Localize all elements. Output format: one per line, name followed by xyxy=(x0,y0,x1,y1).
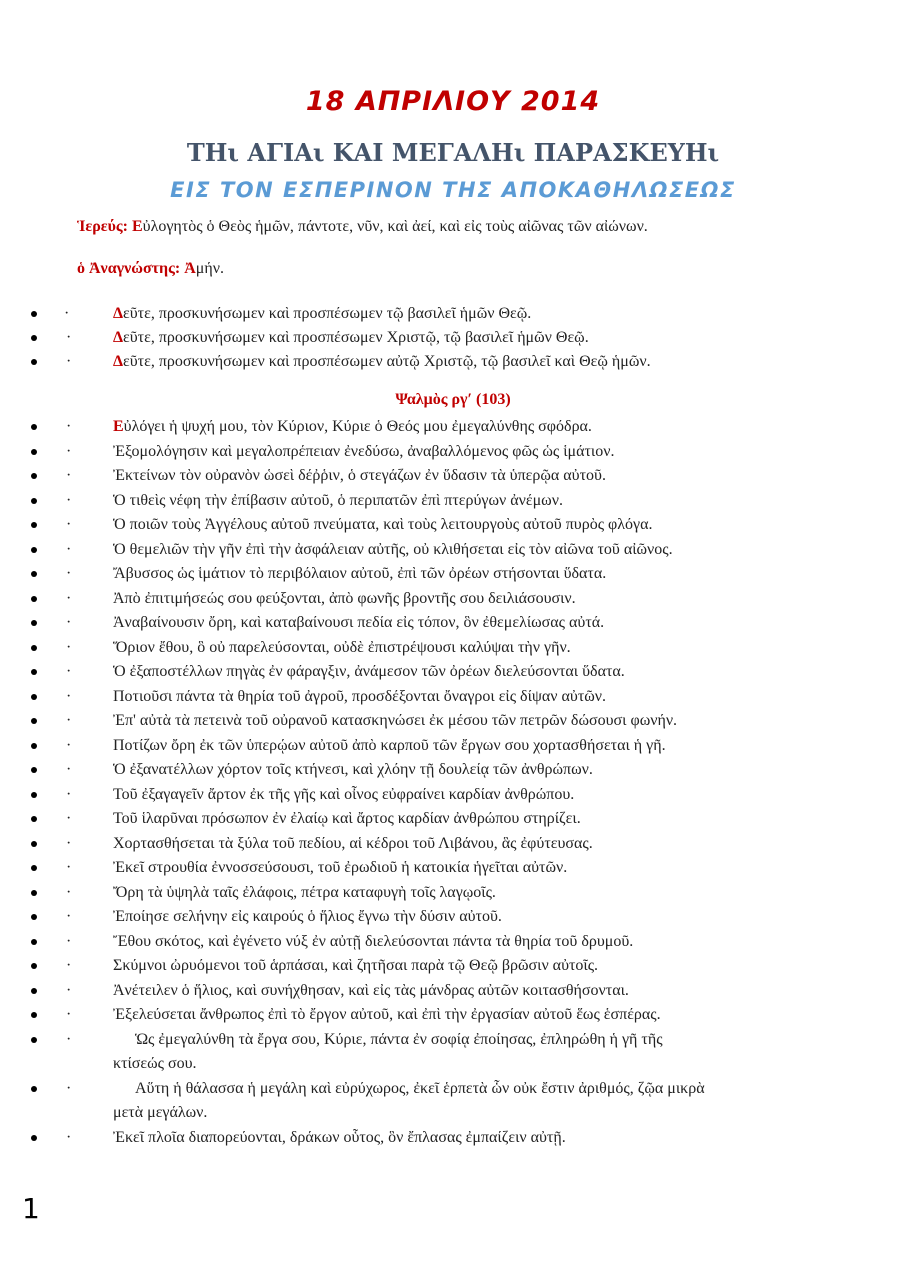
verse-text: Ὁ ἐξανατέλλων χόρτον τοῖς κτήνεσι, καὶ χλόην τῇ δουλείᾳ τῶν ἀνθρώπων. xyxy=(113,761,593,778)
list-marker: · xyxy=(66,1006,72,1023)
bullet-icon xyxy=(31,1135,37,1141)
list-marker: · xyxy=(66,614,72,631)
bullet-icon xyxy=(31,718,37,724)
priest-label: Ἱερεύς: xyxy=(77,218,128,235)
list-marker: · xyxy=(66,1128,72,1146)
bullet-icon xyxy=(31,620,37,626)
bullet-icon xyxy=(31,1086,37,1092)
bullet-icon xyxy=(31,522,37,528)
bullet-icon xyxy=(31,1012,37,1018)
verse-initial: Ε xyxy=(113,418,124,435)
priest-line xyxy=(77,218,648,236)
bullet-icon xyxy=(31,914,37,920)
list-marker: · xyxy=(66,785,72,803)
service-title: ΕΙΣ ΤΟΝ ΕΣΠΕΡΙΝΟΝ ΤΗΣ ΑΠΟΚΑΘΗΛΩΣΕΩΣ xyxy=(170,178,736,202)
verse-text: Σκύμνοι ὠρυόμενοι τοῦ ἁρπάσαι, καὶ ζητῆσαι παρὰ τῷ Θεῷ βρῶσιν αὐτοῖς. xyxy=(113,957,599,974)
list-marker: · xyxy=(66,467,72,484)
list-marker: · xyxy=(66,687,72,705)
verse-text: Ἐξελεύσεται ἄνθρωπος ἐπὶ τὸ ἔργον αὐτοῦ, καὶ ἐπὶ τὴν ἐργασίαν αὐτοῦ ἕως ἑσπέρας. xyxy=(113,1006,661,1023)
verse-text: εῦτε, προσκυνήσωμεν καὶ προσπέσωμεν Χριστῷ, τῷ βασιλεῖ ἡμῶν Θεῷ. xyxy=(123,329,589,346)
list-marker: · xyxy=(66,418,72,435)
reader-text: μήν. xyxy=(195,260,224,277)
bullet-icon xyxy=(31,939,37,945)
bullet-icon xyxy=(31,890,37,896)
verse-initial: Δ xyxy=(113,353,124,370)
list-marker: · xyxy=(66,638,72,656)
verse-text: Ὅριον ἔθου, ὃ οὐ παρελεύσονται, οὐδὲ ἐπιστρέψουσι καλύψαι τὴν γῆν. xyxy=(113,638,571,656)
bullet-icon xyxy=(31,335,37,341)
list-marker: · xyxy=(66,834,72,852)
list-marker: · xyxy=(66,663,72,680)
verse-text: Ἐπ' αὐτὰ τὰ πετεινὰ τοῦ οὐρανοῦ κατασκηνώσει ἐκ μέσου τῶν πετρῶν δώσουσι φωνήν. xyxy=(113,712,678,729)
bullet-icon xyxy=(31,311,37,317)
verse-initial: Δ xyxy=(113,305,124,322)
verse-text: εῦτε, προσκυνήσωμεν καὶ προσπέσωμεν τῷ βασιλεῖ ἡμῶν Θεῷ. xyxy=(123,305,532,322)
priest-initial: Ε xyxy=(132,218,143,235)
bullet-icon xyxy=(31,841,37,847)
list-marker: · xyxy=(66,736,72,754)
reader-line xyxy=(77,260,224,278)
bullet-icon xyxy=(31,571,37,577)
list-marker: · xyxy=(66,442,72,460)
verse-text: Ποτιοῦσι πάντα τὰ θηρία τοῦ ἀγροῦ, προσδέξονται ὄναγροι εἰς δίψαν αὐτῶν. xyxy=(113,687,607,705)
list-marker: · xyxy=(66,540,72,558)
verse-text: Τοῦ ἐξαγαγεῖν ἄρτον ἐκ τῆς γῆς καὶ οἶνος εὐφραίνει καρδίαν ἀνθρώπου. xyxy=(113,785,575,803)
verse-text: Ἐκεῖ στρουθία ἐννοσσεύσουσι, τοῦ ἐρωδιοῦ ἡ κατοικία ἡγεῖται αὐτῶν. xyxy=(113,859,568,876)
list-marker: · xyxy=(66,589,72,607)
verse-text: Ὁ θεμελιῶν τὴν γῆν ἐπὶ τὴν ἀσφάλειαν αὐτῆς, οὐ κλιθήσεται εἰς τὸν αἰῶνα τοῦ αἰῶνος. xyxy=(113,540,673,558)
verse-text: Ἄβυσσος ὡς ἱμάτιον τὸ περιβόλαιον αὐτοῦ, ἐπὶ τῶν ὀρέων στήσονται ὕδατα. xyxy=(113,565,607,582)
document-title: ΤΗι ΑΓΙΑι ΚΑΙ ΜΕΓΑΛΗι ΠΑΡΑΣΚΕΥΗι xyxy=(186,138,720,167)
list-marker: · xyxy=(66,353,72,370)
bullet-icon xyxy=(31,865,37,871)
list-marker: · xyxy=(66,859,72,876)
verse-text: Ἀνέτειλεν ὁ ἥλιος, καὶ συνήχθησαν, καὶ εἰς τὰς μάνδρας αὐτῶν κοιτασθήσονται. xyxy=(113,981,629,999)
bullet-icon xyxy=(31,669,37,675)
reader-initial: Ἀ xyxy=(184,260,196,277)
verse-text: Ἐκτείνων τὸν οὐρανὸν ὡσεὶ δέῤῥιν, ὁ στεγάζων ἐν ὕδασιν τὰ ὑπερῷα αὐτοῦ. xyxy=(113,467,606,484)
list-marker: · xyxy=(66,565,72,582)
list-marker: · xyxy=(66,491,72,509)
bullet-icon xyxy=(31,988,37,994)
verse-text: Ὁ ἐξαποστέλλων πηγὰς ἐν φάραγξιν, ἀνάμεσον τῶν ὀρέων διελεύσονται ὕδατα. xyxy=(113,663,625,680)
list-marker: · xyxy=(66,932,72,950)
verse-text-continued: μετὰ μεγάλων. xyxy=(113,1103,208,1121)
verse-text: Ἀπὸ ἐπιτιμήσεώς σου φεύξονται, ἀπὸ φωνῆς βροντῆς σου δειλιάσουσιν. xyxy=(113,589,576,607)
verse-text: ὐλόγει ἡ ψυχή μου, τὸν Κύριον, Κύριε ὁ Θεός μου ἐμεγαλύνθης σφόδρα. xyxy=(123,418,592,435)
list-marker: · xyxy=(66,329,72,346)
list-marker: · xyxy=(66,957,72,974)
list-marker: · xyxy=(66,1030,72,1048)
verse-text: Ὡς ἐμεγαλύνθη τὰ ἔργα σου, Κύριε, πάντα ἐν σοφίᾳ ἐποίησας, ἐπληρώθη ἡ γῆ τῆς xyxy=(135,1030,663,1048)
verse-text: Ἐποίησε σελήνην εἰς καιρούς ὁ ἥλιος ἔγνω τὴν δύσιν αὐτοῦ. xyxy=(113,908,502,925)
verse-text-continued: κτίσεώς σου. xyxy=(113,1054,197,1072)
bullet-icon xyxy=(31,424,37,430)
list-marker: · xyxy=(66,1079,72,1097)
verse-text: Ἀναβαίνουσιν ὄρη, καὶ καταβαίνουσι πεδία εἰς τόπον, ὃν ἐθεμελίωσας αὐτά. xyxy=(113,614,605,631)
psalm-heading: Ψαλμὸς ργ′ (103) xyxy=(395,391,511,408)
verse-initial: Δ xyxy=(113,329,124,346)
bullet-icon xyxy=(31,816,37,822)
verse-text: Ἐξομολόγησιν καὶ μεγαλοπρέπειαν ἐνεδύσω, ἀναβαλλόμενος φῶς ὡς ἱμάτιον. xyxy=(113,442,615,460)
list-marker: · xyxy=(66,810,72,827)
list-marker: · xyxy=(66,883,72,901)
bullet-icon xyxy=(31,767,37,773)
bullet-icon xyxy=(31,359,37,365)
bullet-icon xyxy=(31,498,37,504)
list-marker: · xyxy=(66,908,72,925)
page-number: 1 xyxy=(22,1192,40,1225)
verse-text: Αὕτη ἡ θάλασσα ἡ μεγάλη καὶ εὐρύχωρος, ἐκεῖ ἑρπετὰ ὧν οὐκ ἔστιν ἀριθμός, ζῷα μικρὰ xyxy=(135,1079,705,1097)
verse-text: εῦτε, προσκυνήσωμεν καὶ προσπέσωμεν αὐτῷ Χριστῷ, τῷ βασιλεῖ καὶ Θεῷ ἡμῶν. xyxy=(123,353,651,370)
list-marker: · xyxy=(66,981,72,999)
reader-label: ὁ Ἀναγνώστης: xyxy=(77,260,181,277)
bullet-icon xyxy=(31,694,37,700)
verse-text: Ἔθου σκότος, καὶ ἐγένετο νύξ ἐν αὐτῇ διελεύσονται πάντα τὰ θηρία τοῦ δρυμοῦ. xyxy=(113,932,634,950)
bullet-icon xyxy=(31,547,37,553)
verse-text: Ὁ ποιῶν τοὺς Ἀγγέλους αὐτοῦ πνεύματα, καὶ τοὺς λειτουργοὺς αὐτοῦ πυρὸς φλόγα. xyxy=(113,516,653,533)
document-date: 18 ΑΠΡΙΛΙΟΥ 2014 xyxy=(305,86,601,117)
bullet-icon xyxy=(31,449,37,455)
bullet-icon xyxy=(31,743,37,749)
priest-text: ὐλογητὸς ὁ Θεὸς ἡμῶν, πάντοτε, νῦν, καὶ ἀεί, καὶ εἰς τοὺς αἰῶνας τῶν αἰώνων. xyxy=(142,218,648,235)
verse-text: Ὄρη τὰ ὑψηλὰ ταῖς ἐλάφοις, πέτρα καταφυγὴ τοῖς λαγῳοῖς. xyxy=(113,883,496,901)
list-marker: · xyxy=(66,712,72,729)
verse-text: Ὁ τιθεὶς νέφη τὴν ἐπίβασιν αὐτοῦ, ὁ περιπατῶν ἐπὶ πτερύγων ἀνέμων. xyxy=(113,491,563,509)
bullet-icon xyxy=(31,963,37,969)
bullet-icon xyxy=(31,792,37,798)
list-marker: · xyxy=(66,761,72,778)
bullet-icon xyxy=(31,596,37,602)
verse-text: Τοῦ ἱλαρῦναι πρόσωπον ἐν ἐλαίῳ καὶ ἄρτος καρδίαν ἀνθρώπου στηρίζει. xyxy=(113,810,581,827)
list-marker: · xyxy=(64,305,70,322)
bullet-icon xyxy=(31,645,37,651)
bullet-icon xyxy=(31,473,37,479)
list-marker: · xyxy=(66,516,72,533)
verse-text: Ποτίζων ὄρη ἐκ τῶν ὑπερῴων αὐτοῦ ἀπὸ καρποῦ τῶν ἔργων σου χορτασθήσεται ἡ γῆ. xyxy=(113,736,666,754)
bullet-icon xyxy=(31,1037,37,1043)
verse-text: Ἐκεῖ πλοῖα διαπορεύονται, δράκων οὗτος, ὃν ἔπλασας ἐμπαίζειν αὐτῇ. xyxy=(113,1128,566,1146)
verse-text: Χορτασθήσεται τὰ ξύλα τοῦ πεδίου, αἱ κέδροι τοῦ Λιβάνου, ἃς ἐφύτευσας. xyxy=(113,834,593,852)
